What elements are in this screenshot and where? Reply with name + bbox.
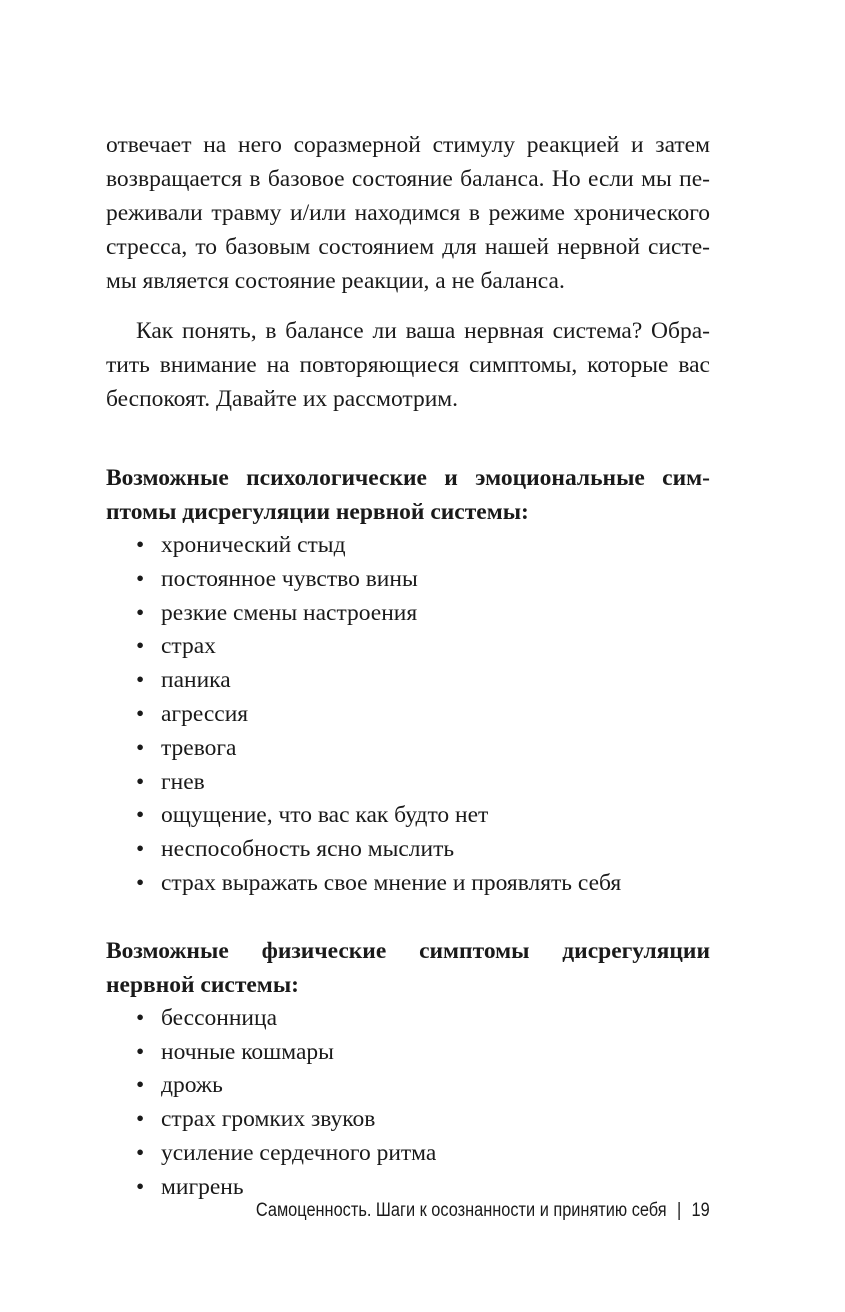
list-item-text: ночные кошмары: [161, 1038, 334, 1065]
bullet-icon: •: [136, 633, 145, 660]
bullet-icon: •: [136, 1038, 145, 1065]
text-line: мы является состояние реакции, а не баланса.: [106, 268, 565, 294]
bullet-icon: •: [136, 532, 145, 558]
heading-line: Возможные физические симптомы дисрегуляции: [106, 937, 710, 964]
heading-line: нервной системы:: [106, 971, 299, 998]
list-item: [106, 563, 710, 597]
text-line: Как понять, в балансе ли ваша нервная система? Обра-: [136, 318, 710, 344]
heading-line: Возможные психологические и эмоциональные сим-: [106, 465, 710, 491]
bullet-icon: •: [136, 734, 145, 761]
footer-separator: |: [677, 1200, 682, 1221]
list-item-text: мигрень: [161, 1173, 244, 1200]
list-item: [106, 833, 710, 867]
bullet-icon: •: [136, 802, 145, 829]
list-item: [106, 664, 710, 698]
list-item: [106, 698, 710, 732]
physical-symptoms-list: [106, 1002, 710, 1205]
list-item: [106, 1103, 710, 1137]
list-item: [106, 732, 710, 766]
list-item-text: усиление сердечного ритма: [161, 1139, 437, 1166]
list-item-text: ощущение, что вас как будто нет: [161, 802, 489, 829]
list-item: [106, 867, 710, 901]
list-item: [106, 630, 710, 664]
bullet-icon: •: [136, 1072, 145, 1099]
bullet-icon: •: [136, 565, 145, 592]
list-item-text: дрожь: [161, 1072, 223, 1099]
text-line: возвращается в базовое состояние баланса. Но если мы пе-: [106, 166, 710, 192]
list-item: [106, 597, 710, 631]
bullet-icon: •: [136, 768, 145, 795]
list-item-text: постоянное чувство вины: [161, 565, 418, 592]
list-item-text: страх: [161, 633, 216, 660]
list-item-text: паника: [161, 667, 231, 694]
bullet-icon: •: [136, 700, 145, 727]
bullet-icon: •: [136, 1106, 145, 1133]
bullet-icon: •: [136, 1173, 145, 1200]
list-item: [106, 529, 710, 563]
bullet-icon: •: [136, 836, 145, 863]
list-item: [106, 799, 710, 833]
page-number: 19: [691, 1200, 710, 1221]
list-item-text: гнев: [161, 768, 205, 795]
text-line: реживали травму и/или находимся в режиме хронического: [106, 200, 710, 226]
list-item-text: страх выражать свое мнение и проявлять себя: [161, 869, 622, 896]
list-item-text: бессонница: [161, 1004, 278, 1031]
list-item-text: хронический стыд: [161, 532, 346, 558]
body-paragraph-1: [106, 128, 710, 298]
book-page: [106, 128, 710, 1205]
section-heading-physical: [106, 934, 710, 1002]
bullet-icon: •: [136, 869, 145, 896]
list-item: [106, 1002, 710, 1036]
list-item: [106, 1137, 710, 1171]
page-footer: [256, 1200, 710, 1222]
text-line: беспокоят. Давайте их рассмотрим.: [106, 386, 459, 412]
list-item-text: страх громких звуков: [161, 1106, 376, 1133]
list-item-text: агрессия: [161, 700, 249, 727]
bullet-icon: •: [136, 667, 145, 694]
section-heading-psychological: [106, 461, 710, 529]
bullet-icon: •: [136, 1139, 145, 1166]
body-paragraph-2: [106, 314, 710, 416]
list-item-text: тревога: [161, 734, 237, 761]
psychological-symptoms-list: [106, 529, 710, 901]
list-item: [106, 1069, 710, 1103]
list-item-text: резкие смены настроения: [161, 599, 418, 626]
list-item: [106, 1036, 710, 1070]
heading-line: птомы дисрегуляции нервной системы:: [106, 499, 529, 525]
text-line: стресса, то базовым состоянием для нашей нервной систе-: [106, 234, 710, 260]
text-line: тить внимание на повторяющиеся симптомы, которые вас: [106, 352, 710, 378]
text-line: отвечает на него соразмерной стимулу реакцией и затем: [106, 132, 710, 158]
bullet-icon: •: [136, 599, 145, 626]
running-title: Самоценность. Шаги к осознанности и принятию себя: [256, 1200, 667, 1221]
bullet-icon: •: [136, 1004, 145, 1031]
list-item-text: неспособность ясно мыслить: [161, 836, 455, 863]
list-item: [106, 766, 710, 800]
